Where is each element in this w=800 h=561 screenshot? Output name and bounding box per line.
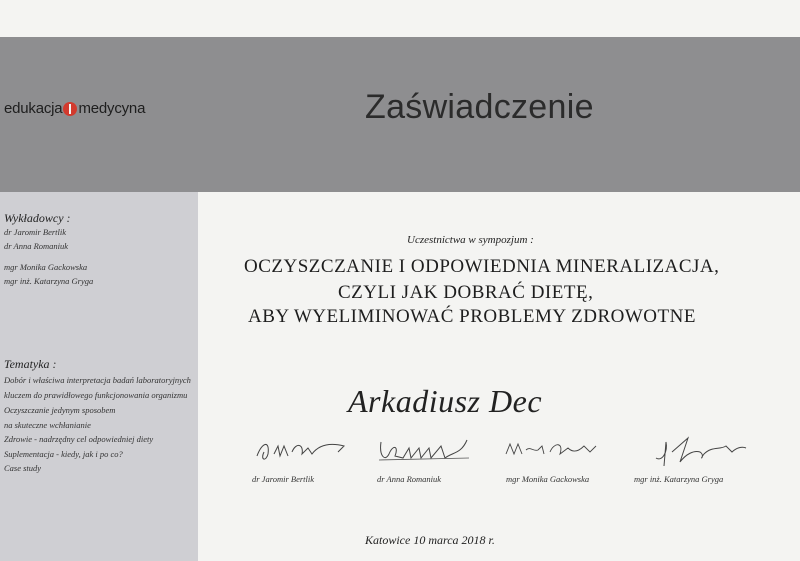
symposium-topic-line: OCZYSZCZANIE I ODPOWIEDNIA MINERALIZACJA,: [244, 256, 720, 277]
topic-item: Oczyszczanie jedynym sposobem: [4, 405, 116, 415]
signature-label: dr Anna Romaniuk: [377, 474, 442, 484]
signature-label: mgr Monika Gackowska: [506, 474, 590, 484]
logo-mark-icon: [63, 102, 77, 116]
signature-image: [650, 432, 750, 468]
lecturer-item: dr Jaromir Bertlik: [4, 227, 67, 237]
lecturer-item: mgr inż. Katarzyna Gryga: [4, 276, 94, 286]
signature-label: dr Jaromir Bertlik: [252, 474, 315, 484]
signature-image: [252, 432, 352, 468]
topic-item: Case study: [4, 463, 42, 473]
lecturer-item: dr Anna Romaniuk: [4, 241, 69, 251]
signature-label: mgr inż. Katarzyna Gryga: [634, 474, 724, 484]
symposium-topic-line: ABY WYELIMINOWAĆ PROBLEMY ZDROWOTNE: [248, 306, 696, 327]
topic-item: na skuteczne wchłanianie: [4, 420, 91, 430]
signature-image: [502, 432, 602, 468]
topic-item: Suplementacja - kiedy, jak i po co?: [4, 449, 123, 459]
topics-heading: Tematyka :: [4, 357, 57, 371]
logo-text-left: edukacja: [4, 100, 63, 117]
recipient-name: Arkadiusz Dec: [348, 383, 543, 419]
logo: [4, 100, 145, 117]
topic-item: kluczem do prawidłowego funkcjonowania organizmu: [4, 390, 188, 400]
lecturers-heading: Wykładowcy :: [4, 211, 71, 225]
signature-image: [375, 432, 475, 468]
symposium-topic-line: CZYLI JAK DOBRAĆ DIETĘ,: [338, 282, 594, 303]
topic-item: Zdrowie - nadrzędny cel odpowiedniej diety: [4, 434, 154, 444]
lecturer-item: mgr Monika Gackowska: [4, 262, 88, 272]
place-date: Katowice 10 marca 2018 r.: [365, 533, 495, 547]
topic-item: Dobór i właściwa interpretacja badań laboratoryjnych: [4, 375, 191, 385]
certificate-subtitle: Uczestnictwa w sympozjum :: [407, 234, 534, 246]
page-title: Zaświadczenie: [365, 88, 594, 126]
logo-text-right: medycyna: [78, 100, 146, 117]
